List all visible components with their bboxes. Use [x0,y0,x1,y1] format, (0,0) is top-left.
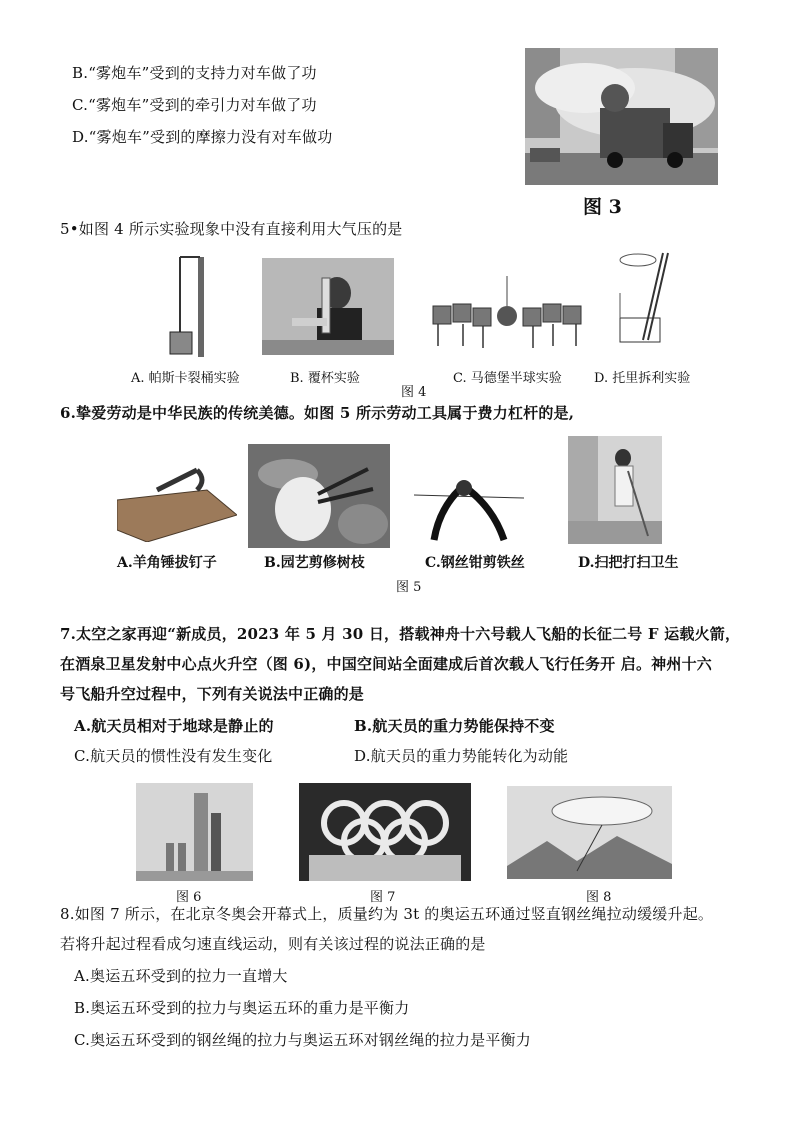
q5-caption-d: D. 托里拆利实验 [594,371,691,386]
pascal-barrel-illustration [160,252,210,358]
figure-7-label: 图 7 [370,890,396,905]
broom-sweeping-photo [568,436,662,544]
q6-caption-a: A.羊角锤拔钉子 [117,555,217,571]
wire-pliers-illustration [414,460,524,545]
torricelli-tube-illustration [608,248,688,348]
q8-option-a: A.奥运五环受到的拉力一直增大 [74,967,288,985]
q7-option-b: B.航天员的重力势能保持不变 [354,717,555,735]
figure-4-label: 图 4 [401,385,427,400]
q5-caption-c: C. 马德堡半球实验 [453,371,562,386]
q6-stem: 6.挚爱劳动是中华民族的传统美德。如图 5 所示劳动工具属于费力杠杆的是, [60,404,575,422]
q5-stem: 5•如图 4 所示实验现象中没有直接利用大气压的是 [60,220,403,238]
q8-option-c: C.奥运五环受到的钢丝绳的拉力与奥运五环对钢丝绳的拉力是平衡力 [74,1031,531,1049]
q6-caption-b: B.园艺剪修树枝 [264,555,365,571]
figure-5-label: 图 5 [396,580,422,595]
cup-experiment-photo [262,258,394,355]
airship-photo [507,786,672,879]
q5-caption-a: A. 帕斯卡裂桶实验 [131,371,240,386]
figure-3-label: 图 3 [583,196,622,218]
q4-option-d: D.“雾炮车”受到的摩擦力没有对车做功 [72,128,333,146]
q7-option-a: A.航天员相对于地球是静止的 [74,717,274,735]
q8-stem-line-2: 若将升起过程看成匀速直线运动，则有关该过程的说法正确的是 [60,935,486,953]
rocket-launch-photo [136,783,253,881]
q4-option-c: C.“雾炮车”受到的牵引力对车做了功 [72,96,317,114]
q4-option-b: B.“雾炮车”受到的支持力对车做了功 [72,64,317,82]
q8-stem-line-1: 8.如图 7 所示，在北京冬奥会开幕式上，质量约为 3t 的奥运五环通过竖直钢丝绳拉动缓缓升起。 [60,905,714,923]
q6-caption-c: C.钢丝钳剪铁丝 [425,555,525,571]
q7-stem-line-3: 号飞船升空过程中，下列有关说法中正确的是 [60,685,365,703]
claw-hammer-photo [117,460,237,542]
q7-stem-line-2: 在酒泉卫星发射中心点火升空（图 6)，中国空间站全面建成后首次载人飞行任务开 启。神州十六 [60,655,712,673]
figure-8-label: 图 8 [586,890,612,905]
q6-caption-d: D.扫把打扫卫生 [578,555,679,571]
q8-option-b: B.奥运五环受到的拉力与奥运五环的重力是平衡力 [74,999,410,1017]
q7-stem-line-1: 7.太空之家再迎“新成员，2023 年 5 月 30 日，搭载神舟十六号载人飞船的长征二号 F 运载火箭， [60,625,741,643]
q7-option-c: C.航天员的惯性没有发生变化 [74,747,273,765]
garden-shears-photo [248,444,390,548]
q5-caption-b: B. 覆杯实验 [290,371,360,386]
figure-6-label: 图 6 [176,890,202,905]
magdeburg-hemispheres-illustration [428,266,586,358]
olympic-rings-photo [299,783,471,881]
fog-cannon-truck-photo [525,48,718,185]
q7-option-d: D.航天员的重力势能转化为动能 [354,747,569,765]
